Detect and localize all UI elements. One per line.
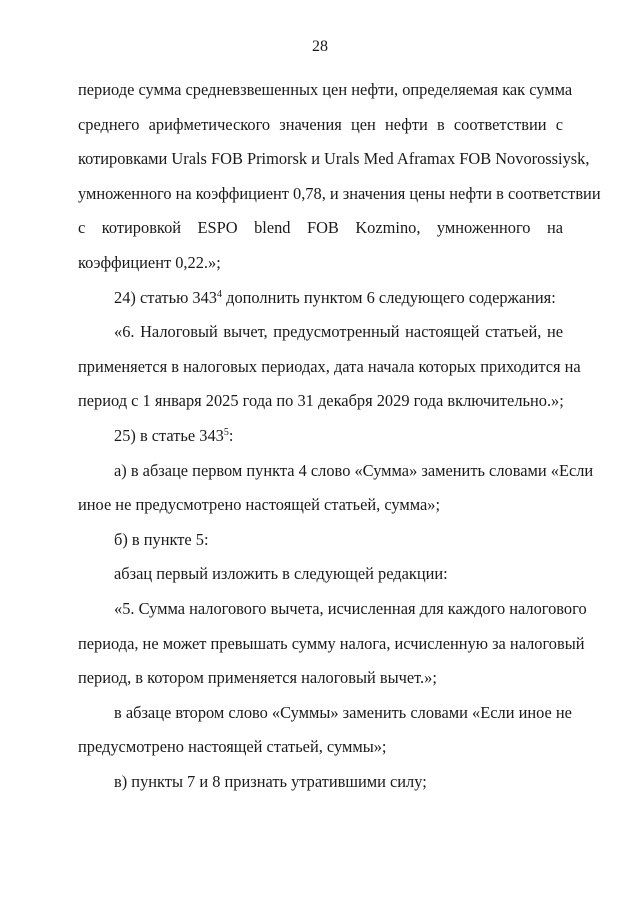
text-line: период, в котором применяется налоговый вычет.»; xyxy=(78,668,437,688)
text-line: «5. Сумма налогового вычета, исчисленная для каждого налогового xyxy=(114,598,587,618)
paragraph-24 xyxy=(78,281,563,316)
text-line: коэффициент 0,22.»; xyxy=(78,252,221,272)
text-line: в абзаце втором слово «Суммы» заменить словами «Если иное не xyxy=(114,702,572,722)
paragraph-25 xyxy=(78,419,563,454)
document-body xyxy=(78,73,601,799)
text-line: «6. Налоговый вычет, предусмотренный настоящей статьей, не xyxy=(114,322,563,342)
text-fragment: 25) в статье 343 xyxy=(114,425,224,445)
text-fragment: дополнить пунктом 6 следующего содержания: xyxy=(222,287,556,307)
text-line: иное не предусмотрено настоящей статьей, сумма»; xyxy=(78,495,441,515)
text-line: б) в пункте 5: xyxy=(114,529,209,549)
text-line: период с 1 января 2025 года по 31 декабря 2029 года включительно.»; xyxy=(78,391,564,411)
text-line: умноженного на коэффициент 0,78, и значения цены нефти в соответствии xyxy=(78,183,601,203)
text-line: предусмотрено настоящей статьей, суммы»; xyxy=(78,737,387,757)
text-fragment: 24) статью 343 xyxy=(114,287,218,307)
text-line: применяется в налоговых периодах, дата начала которых приходится на xyxy=(78,356,581,376)
text-line: периоде сумма средневзвешенных цен нефти, определяемая как сумма xyxy=(78,80,573,99)
text-line: а) в абзаце первом пункта 4 слово «Сумма» заменить словами «Если xyxy=(114,460,594,480)
text-line: периода, не может превышать сумму налога, исчисленную за налоговый xyxy=(78,633,585,653)
text-fragment: : xyxy=(228,425,234,445)
page-number: 28 xyxy=(312,38,328,55)
text-line: с котировкой ESPO blend FOB Kozmino, умноженного на xyxy=(78,218,563,238)
superscript: 4 xyxy=(217,288,223,300)
text-line: абзац первый изложить в следующей редакции: xyxy=(114,564,448,584)
superscript: 5 xyxy=(223,426,229,438)
text-line: котировками Urals FOB Primorsk и Urals Med Aframax FOB Novorossiysk, xyxy=(78,149,590,169)
text-line: среднего арифметического значения цен нефти в соответствии с xyxy=(78,114,563,134)
text-line: в) пункты 7 и 8 признать утратившими силу; xyxy=(114,771,427,791)
